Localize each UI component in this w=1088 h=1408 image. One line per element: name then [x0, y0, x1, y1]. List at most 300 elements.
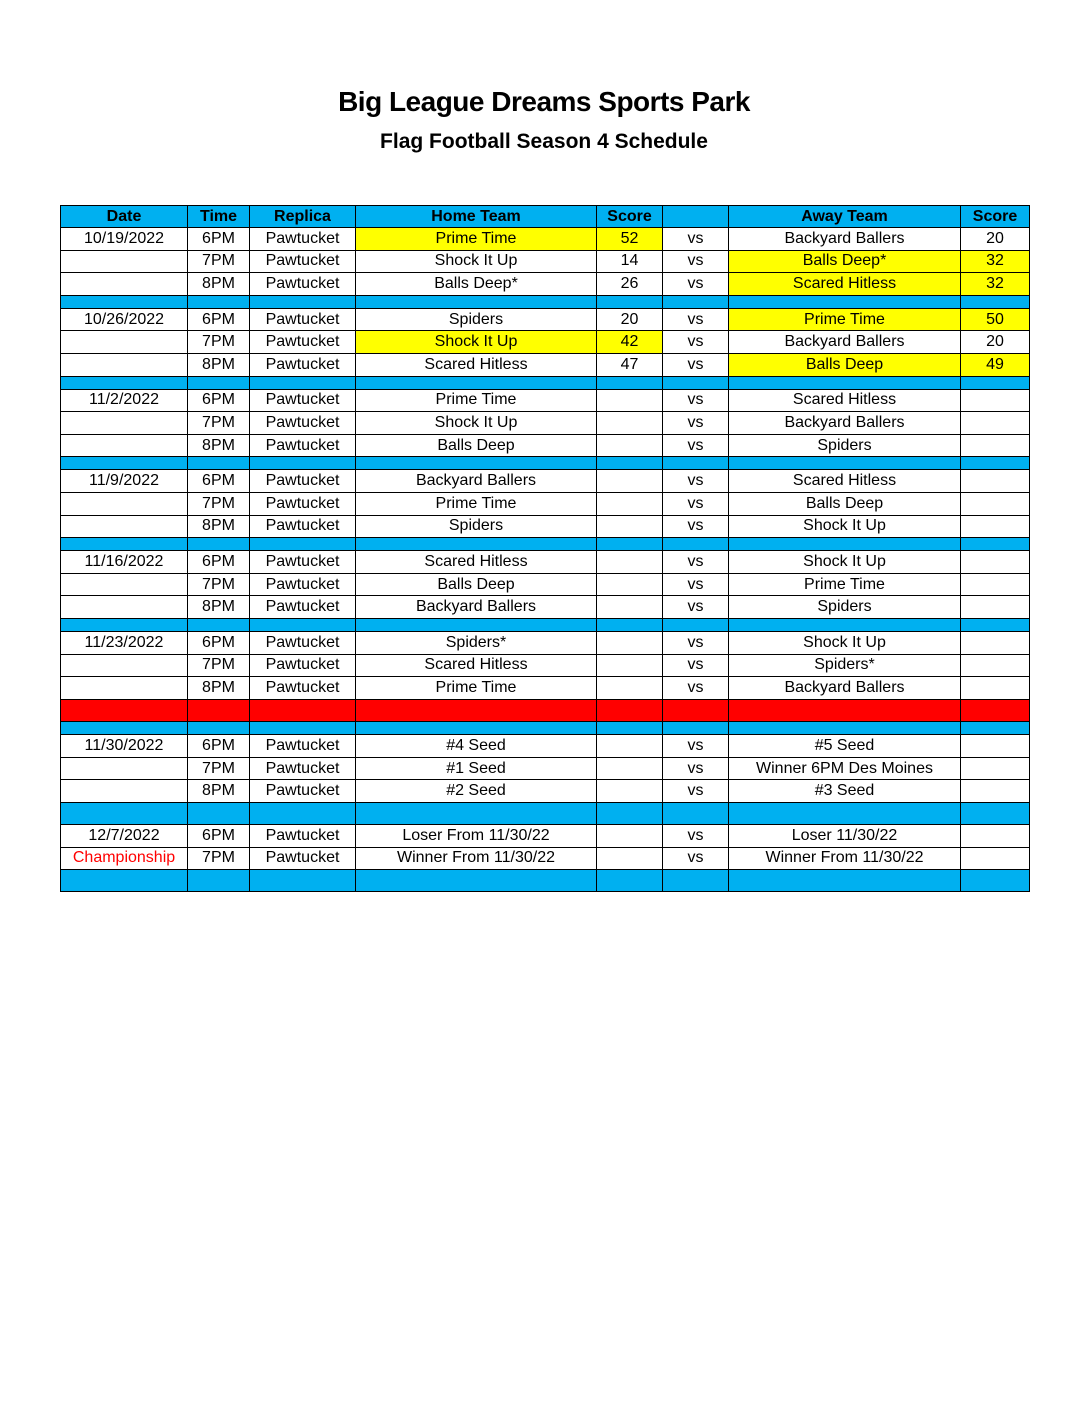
vs-cell: vs: [663, 273, 729, 296]
header-replica: Replica: [250, 206, 356, 228]
away-team-cell: Scared Hitless: [729, 470, 961, 493]
vs-cell: vs: [663, 847, 729, 870]
separator-cell: [188, 803, 250, 825]
home-team-cell: Backyard Ballers: [356, 596, 597, 619]
header-away-team: Away Team: [729, 206, 961, 228]
date-cell: [61, 596, 188, 619]
game-row: [61, 228, 1030, 251]
vs-cell: vs: [663, 677, 729, 700]
home-score-cell: [597, 677, 663, 700]
home-score-cell: [597, 825, 663, 848]
time-cell: [188, 699, 250, 722]
away-score-cell: [961, 492, 1030, 515]
replica-cell: Pawtucket: [250, 515, 356, 538]
separator-cell: [250, 870, 356, 892]
separator-cell: [356, 722, 597, 735]
home-team-cell: Loser From 11/30/22: [356, 825, 597, 848]
separator-cell: [61, 870, 188, 892]
home-score-cell: 42: [597, 331, 663, 354]
replica-cell: Pawtucket: [250, 412, 356, 435]
away-score-cell: [961, 735, 1030, 758]
time-cell: 6PM: [188, 825, 250, 848]
home-score-cell: [597, 492, 663, 515]
home-team-cell: Scared Hitless: [356, 654, 597, 677]
separator-cell: [729, 803, 961, 825]
separator-cell: [188, 376, 250, 389]
time-cell: 8PM: [188, 780, 250, 803]
away-score-cell: [961, 825, 1030, 848]
separator-cell: [356, 538, 597, 551]
separator-cell: [961, 618, 1030, 631]
time-cell: 8PM: [188, 434, 250, 457]
separator-cell: [356, 457, 597, 470]
date-cell: [61, 757, 188, 780]
away-team-cell: Shock It Up: [729, 551, 961, 574]
date-cell: [61, 780, 188, 803]
date-cell: 11/2/2022: [61, 389, 188, 412]
game-row: [61, 331, 1030, 354]
bye-row: [61, 699, 1030, 722]
time-cell: 8PM: [188, 596, 250, 619]
game-row: [61, 353, 1030, 376]
date-cell: [61, 412, 188, 435]
separator-cell: [729, 722, 961, 735]
separator-cell: [356, 803, 597, 825]
away-score-cell: [961, 596, 1030, 619]
game-row: [61, 654, 1030, 677]
separator-cell: [188, 457, 250, 470]
vs-cell: vs: [663, 654, 729, 677]
away-team-cell: Backyard Ballers: [729, 228, 961, 251]
replica-cell: Pawtucket: [250, 825, 356, 848]
home-score-cell: [597, 735, 663, 758]
time-cell: 6PM: [188, 470, 250, 493]
header-time: Time: [188, 206, 250, 228]
replica-cell: Pawtucket: [250, 470, 356, 493]
separator-cell: [188, 538, 250, 551]
away-team-cell: Scared Hitless: [729, 273, 961, 296]
separator-row: [61, 870, 1030, 892]
page-subtitle: Flag Football Season 4 Schedule: [380, 130, 708, 153]
time-cell: 6PM: [188, 551, 250, 574]
away-team-cell: Shock It Up: [729, 631, 961, 654]
home-score-cell: [597, 780, 663, 803]
vs-cell: vs: [663, 492, 729, 515]
separator-cell: [250, 538, 356, 551]
header-vs: [663, 206, 729, 228]
separator-cell: [729, 538, 961, 551]
separator-cell: [188, 870, 250, 892]
game-row: [61, 780, 1030, 803]
away-score-cell: [961, 677, 1030, 700]
date-cell: 11/30/2022: [61, 735, 188, 758]
away-team-cell: Shock It Up: [729, 515, 961, 538]
home-team-cell: Prime Time: [356, 677, 597, 700]
away-team-cell: Spiders*: [729, 654, 961, 677]
home-score-cell: [597, 515, 663, 538]
home-score-cell: [597, 412, 663, 435]
away-team-cell: Prime Time: [729, 308, 961, 331]
separator-cell: [250, 457, 356, 470]
vs-cell: vs: [663, 699, 729, 722]
header-row: [61, 206, 1030, 228]
date-cell: 10/19/2022: [61, 228, 188, 251]
game-row: [61, 308, 1030, 331]
away-score-cell: [961, 412, 1030, 435]
date-cell: [61, 273, 188, 296]
date-cell: 11/9/2022: [61, 470, 188, 493]
home-team-cell: Balls Deep: [356, 434, 597, 457]
away-score-cell: [961, 699, 1030, 722]
away-score-cell: 49: [961, 353, 1030, 376]
time-cell: 7PM: [188, 573, 250, 596]
game-row: [61, 847, 1030, 870]
separator-row: [61, 538, 1030, 551]
separator-cell: [961, 538, 1030, 551]
vs-cell: vs: [663, 596, 729, 619]
separator-cell: [663, 457, 729, 470]
home-team-cell: Winner From 11/30/22: [356, 847, 597, 870]
away-team-cell: Spiders: [729, 596, 961, 619]
separator-row: [61, 376, 1030, 389]
game-row: [61, 515, 1030, 538]
time-cell: 7PM: [188, 847, 250, 870]
vs-cell: vs: [663, 228, 729, 251]
vs-cell: vs: [663, 412, 729, 435]
replica-cell: Pawtucket: [250, 573, 356, 596]
away-team-cell: Spiders: [729, 434, 961, 457]
game-row: [61, 825, 1030, 848]
separator-cell: [663, 295, 729, 308]
date-cell: [61, 331, 188, 354]
time-cell: 7PM: [188, 654, 250, 677]
time-cell: 7PM: [188, 757, 250, 780]
separator-cell: [250, 376, 356, 389]
separator-cell: [597, 376, 663, 389]
time-cell: 8PM: [188, 353, 250, 376]
home-team-cell: Shock It Up: [356, 412, 597, 435]
vs-cell: vs: [663, 434, 729, 457]
replica-cell: Pawtucket: [250, 735, 356, 758]
home-score-cell: 14: [597, 250, 663, 273]
header-date: Date: [61, 206, 188, 228]
time-cell: 6PM: [188, 308, 250, 331]
date-cell: [61, 654, 188, 677]
time-cell: 6PM: [188, 631, 250, 654]
vs-cell: vs: [663, 757, 729, 780]
game-row: [61, 470, 1030, 493]
home-score-cell: [597, 434, 663, 457]
time-cell: 6PM: [188, 735, 250, 758]
time-cell: 8PM: [188, 273, 250, 296]
replica-cell: Pawtucket: [250, 434, 356, 457]
home-team-cell: Spiders: [356, 308, 597, 331]
vs-cell: vs: [663, 825, 729, 848]
separator-cell: [597, 722, 663, 735]
away-team-cell: Backyard Ballers: [729, 412, 961, 435]
game-row: [61, 273, 1030, 296]
separator-cell: [663, 376, 729, 389]
replica-cell: Pawtucket: [250, 596, 356, 619]
away-score-cell: [961, 434, 1030, 457]
away-team-cell: Loser 11/30/22: [729, 825, 961, 848]
game-row: [61, 389, 1030, 412]
home-team-cell: Scared Hitless: [356, 551, 597, 574]
home-team-cell: Backyard Ballers: [356, 470, 597, 493]
game-row: [61, 250, 1030, 273]
separator-cell: [356, 870, 597, 892]
separator-cell: [961, 803, 1030, 825]
time-cell: 7PM: [188, 412, 250, 435]
vs-cell: vs: [663, 515, 729, 538]
date-cell: 11/23/2022: [61, 631, 188, 654]
replica-cell: Pawtucket: [250, 780, 356, 803]
time-cell: 8PM: [188, 515, 250, 538]
separator-cell: [61, 803, 188, 825]
date-cell: [61, 573, 188, 596]
home-score-cell: [597, 470, 663, 493]
replica-cell: Pawtucket: [250, 353, 356, 376]
vs-cell: vs: [663, 308, 729, 331]
separator-cell: [250, 295, 356, 308]
separator-cell: [597, 803, 663, 825]
away-team-cell: Winner 6PM Des Moines: [729, 757, 961, 780]
away-team-cell: Balls Deep*: [729, 250, 961, 273]
header-away-score: Score: [961, 206, 1030, 228]
separator-row: [61, 457, 1030, 470]
time-cell: 7PM: [188, 331, 250, 354]
away-team-cell: Balls Deep: [729, 353, 961, 376]
home-score-cell: 26: [597, 273, 663, 296]
vs-cell: vs: [663, 389, 729, 412]
separator-cell: [188, 722, 250, 735]
home-team-cell: Spiders: [356, 515, 597, 538]
home-team-cell: Spiders*: [356, 631, 597, 654]
away-score-cell: [961, 515, 1030, 538]
away-score-cell: [961, 847, 1030, 870]
separator-cell: [61, 457, 188, 470]
separator-cell: [250, 618, 356, 631]
home-score-cell: 20: [597, 308, 663, 331]
separator-cell: [729, 295, 961, 308]
home-team-cell: Prime Time: [356, 389, 597, 412]
vs-cell: vs: [663, 250, 729, 273]
away-team-cell: #5 Seed: [729, 735, 961, 758]
separator-cell: [597, 295, 663, 308]
home-team-cell: Scared Hitless: [356, 353, 597, 376]
home-team-cell: Balls Deep: [356, 573, 597, 596]
replica-cell: Pawtucket: [250, 331, 356, 354]
home-team-cell: #1 Seed: [356, 757, 597, 780]
game-row: [61, 735, 1030, 758]
separator-cell: [961, 722, 1030, 735]
game-row: [61, 551, 1030, 574]
date-cell: 11/16/2022: [61, 551, 188, 574]
separator-cell: [663, 803, 729, 825]
replica-cell: Pawtucket: [250, 847, 356, 870]
separator-row: [61, 295, 1030, 308]
away-score-cell: [961, 389, 1030, 412]
replica-cell: Pawtucket: [250, 308, 356, 331]
game-row: [61, 573, 1030, 596]
home-score-cell: [597, 596, 663, 619]
separator-row: [61, 803, 1030, 825]
vs-cell: vs: [663, 573, 729, 596]
date-cell: Championship: [61, 847, 188, 870]
game-row: [61, 631, 1030, 654]
away-score-cell: [961, 573, 1030, 596]
separator-cell: [961, 295, 1030, 308]
home-team-cell: #2 Seed: [356, 780, 597, 803]
away-team-cell: Scared Hitless: [729, 389, 961, 412]
separator-cell: [729, 457, 961, 470]
home-team-cell: Balls Deep: [356, 699, 597, 722]
separator-cell: [729, 376, 961, 389]
home-team-cell: Balls Deep*: [356, 273, 597, 296]
away-team-cell: #3 Seed: [729, 780, 961, 803]
away-team-cell: Backyard Ballers: [729, 677, 961, 700]
date-cell: [61, 699, 188, 722]
time-cell: 7PM: [188, 250, 250, 273]
game-row: [61, 596, 1030, 619]
replica-cell: Pawtucket: [250, 228, 356, 251]
replica-cell: Pawtucket: [250, 389, 356, 412]
home-score-cell: [597, 654, 663, 677]
replica-cell: Pawtucket: [250, 677, 356, 700]
vs-cell: vs: [663, 551, 729, 574]
separator-cell: [961, 457, 1030, 470]
away-team-cell: Prime Time: [729, 573, 961, 596]
away-team-cell: BYE: [729, 699, 961, 722]
time-cell: 6PM: [188, 228, 250, 251]
away-score-cell: [961, 780, 1030, 803]
replica-cell: Pawtucket: [250, 551, 356, 574]
separator-cell: [597, 457, 663, 470]
time-cell: 6PM: [188, 389, 250, 412]
home-team-cell: Prime Time: [356, 492, 597, 515]
replica-cell: Pawtucket: [250, 757, 356, 780]
game-row: [61, 677, 1030, 700]
away-score-cell: 20: [961, 228, 1030, 251]
game-row: [61, 492, 1030, 515]
date-cell: [61, 515, 188, 538]
separator-cell: [961, 376, 1030, 389]
separator-cell: [356, 376, 597, 389]
separator-row: [61, 722, 1030, 735]
home-score-cell: [597, 631, 663, 654]
replica-cell: [250, 699, 356, 722]
separator-cell: [729, 618, 961, 631]
home-team-cell: Shock It Up: [356, 250, 597, 273]
home-team-cell: #4 Seed: [356, 735, 597, 758]
game-row: [61, 434, 1030, 457]
date-cell: [61, 434, 188, 457]
date-cell: 10/26/2022: [61, 308, 188, 331]
separator-cell: [597, 538, 663, 551]
replica-cell: Pawtucket: [250, 654, 356, 677]
vs-cell: vs: [663, 735, 729, 758]
separator-cell: [61, 618, 188, 631]
separator-cell: [729, 870, 961, 892]
schedule-body: [61, 228, 1030, 892]
away-score-cell: [961, 551, 1030, 574]
vs-cell: vs: [663, 353, 729, 376]
separator-cell: [663, 722, 729, 735]
date-cell: [61, 677, 188, 700]
separator-cell: [663, 870, 729, 892]
home-team-cell: Prime Time: [356, 228, 597, 251]
date-cell: [61, 492, 188, 515]
separator-row: [61, 618, 1030, 631]
away-team-cell: Backyard Ballers: [729, 331, 961, 354]
separator-cell: [61, 722, 188, 735]
game-row: [61, 412, 1030, 435]
separator-cell: [61, 376, 188, 389]
away-score-cell: [961, 654, 1030, 677]
separator-cell: [188, 618, 250, 631]
away-score-cell: 32: [961, 273, 1030, 296]
date-cell: [61, 250, 188, 273]
separator-cell: [250, 722, 356, 735]
vs-cell: vs: [663, 331, 729, 354]
home-team-cell: Shock It Up: [356, 331, 597, 354]
home-score-cell: [597, 847, 663, 870]
away-score-cell: 20: [961, 331, 1030, 354]
time-cell: 8PM: [188, 677, 250, 700]
separator-cell: [663, 618, 729, 631]
home-score-cell: 52: [597, 228, 663, 251]
away-score-cell: [961, 631, 1030, 654]
away-score-cell: [961, 757, 1030, 780]
replica-cell: Pawtucket: [250, 492, 356, 515]
schedule-table: [60, 205, 1030, 892]
separator-cell: [188, 295, 250, 308]
separator-cell: [61, 538, 188, 551]
date-cell: 12/7/2022: [61, 825, 188, 848]
home-score-cell: [597, 551, 663, 574]
replica-cell: Pawtucket: [250, 250, 356, 273]
vs-cell: vs: [663, 780, 729, 803]
vs-cell: vs: [663, 470, 729, 493]
separator-cell: [61, 295, 188, 308]
away-score-cell: 32: [961, 250, 1030, 273]
away-team-cell: Balls Deep: [729, 492, 961, 515]
replica-cell: Pawtucket: [250, 631, 356, 654]
time-cell: 7PM: [188, 492, 250, 515]
header-home-score: Score: [597, 206, 663, 228]
home-score-cell: 47: [597, 353, 663, 376]
page-title: Big League Dreams Sports Park: [338, 86, 750, 117]
separator-cell: [597, 618, 663, 631]
away-score-cell: [961, 470, 1030, 493]
replica-cell: Pawtucket: [250, 273, 356, 296]
separator-cell: [663, 538, 729, 551]
separator-cell: [597, 870, 663, 892]
separator-cell: [356, 295, 597, 308]
away-score-cell: 50: [961, 308, 1030, 331]
separator-cell: [961, 870, 1030, 892]
away-team-cell: Winner From 11/30/22: [729, 847, 961, 870]
home-score-cell: [597, 757, 663, 780]
game-row: [61, 757, 1030, 780]
home-score-cell: [597, 389, 663, 412]
home-score-cell: [597, 573, 663, 596]
separator-cell: [356, 618, 597, 631]
vs-cell: vs: [663, 631, 729, 654]
date-cell: [61, 353, 188, 376]
home-score-cell: [597, 699, 663, 722]
header-home-team: Home Team: [356, 206, 597, 228]
